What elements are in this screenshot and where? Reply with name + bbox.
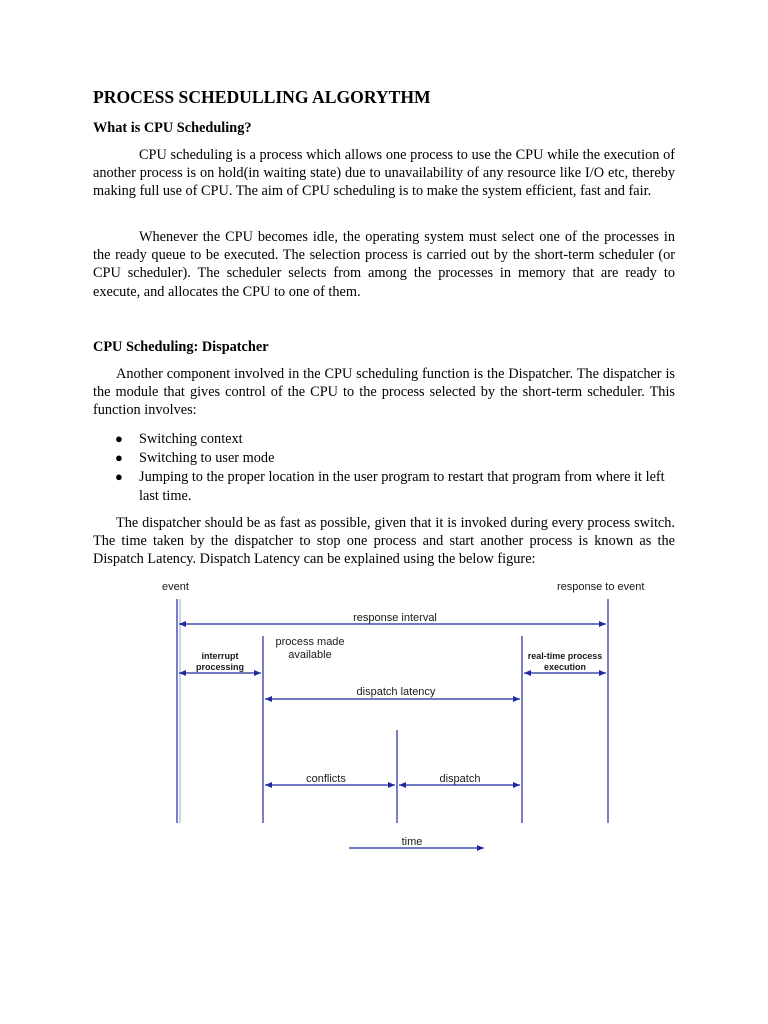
time-label: time — [401, 836, 423, 848]
section-heading-dispatcher: CPU Scheduling: Dispatcher — [93, 339, 269, 355]
list-item-text: Switching context — [139, 431, 243, 447]
list-item-text: Jumping to the proper location in the user program to restart that program from where it left last time. — [139, 469, 665, 504]
process-made-label-line2: available — [288, 649, 332, 661]
bullet-icon: ● — [115, 469, 123, 485]
interrupt-label-line1: interrupt — [201, 651, 239, 661]
paragraph-dispatch-latency: The dispatcher should be as fast as possible, given that it is invoked during every process switch. The time taken by the dispatcher to stop one process and start another process is known as the Dispatch Latency. Dispatch Latency can be explained using the below figure: — [93, 515, 675, 568]
conflicts-label: conflicts — [306, 773, 346, 785]
list-item — [93, 430, 675, 448]
process-made-label-line1: process made — [275, 636, 345, 648]
realtime-label-line1: real-time process — [527, 651, 603, 661]
realtime-label-line2: execution — [543, 662, 587, 672]
section-heading-cpu-scheduling: What is CPU Scheduling? — [93, 120, 252, 136]
bullet-icon: ● — [115, 431, 123, 446]
paragraph-cpu-idle: Whenever the CPU becomes idle, the operating system must select one of the processes in the ready queue to be executed. The selection process is carried out by the short-term scheduler (or CPU scheduler). The scheduler selects from among the processes in memory that are ready to execute, and allocates the CPU to one of them. — [93, 229, 675, 300]
dispatch-label: dispatch — [439, 773, 481, 785]
interrupt-label-line2: processing — [195, 662, 245, 672]
bullet-icon: ● — [115, 450, 123, 466]
paragraph-dispatcher-intro: Another component involved in the CPU scheduling function is the Dispatcher. The dispatcher is the module that gives control of the CPU to the process selected by the short-term scheduler. This function involves: — [93, 366, 675, 419]
event-label: event — [162, 581, 189, 593]
dispatcher-function-list — [93, 430, 675, 506]
list-item — [93, 449, 675, 467]
dispatch-latency-label: dispatch latency — [356, 686, 436, 698]
dispatch-latency-diagram — [150, 575, 670, 865]
timeline-markers — [177, 599, 608, 823]
response-to-event-label: response to event — [557, 581, 645, 593]
document-title: PROCESS SCHEDULLING ALGORYTHM — [93, 87, 431, 107]
list-item — [93, 468, 675, 504]
response-interval-label: response interval — [353, 612, 437, 624]
paragraph-cpu-scheduling-definition: CPU scheduling is a process which allows one process to use the CPU while the execution of another process is on hold(in waiting state) due to unavailability of any resource like I/O etc, thereby making full use of CPU. The aim of CPU scheduling is to make the system efficient, fast and fair. — [93, 147, 675, 200]
list-item-text: Switching to user mode — [139, 450, 275, 467]
